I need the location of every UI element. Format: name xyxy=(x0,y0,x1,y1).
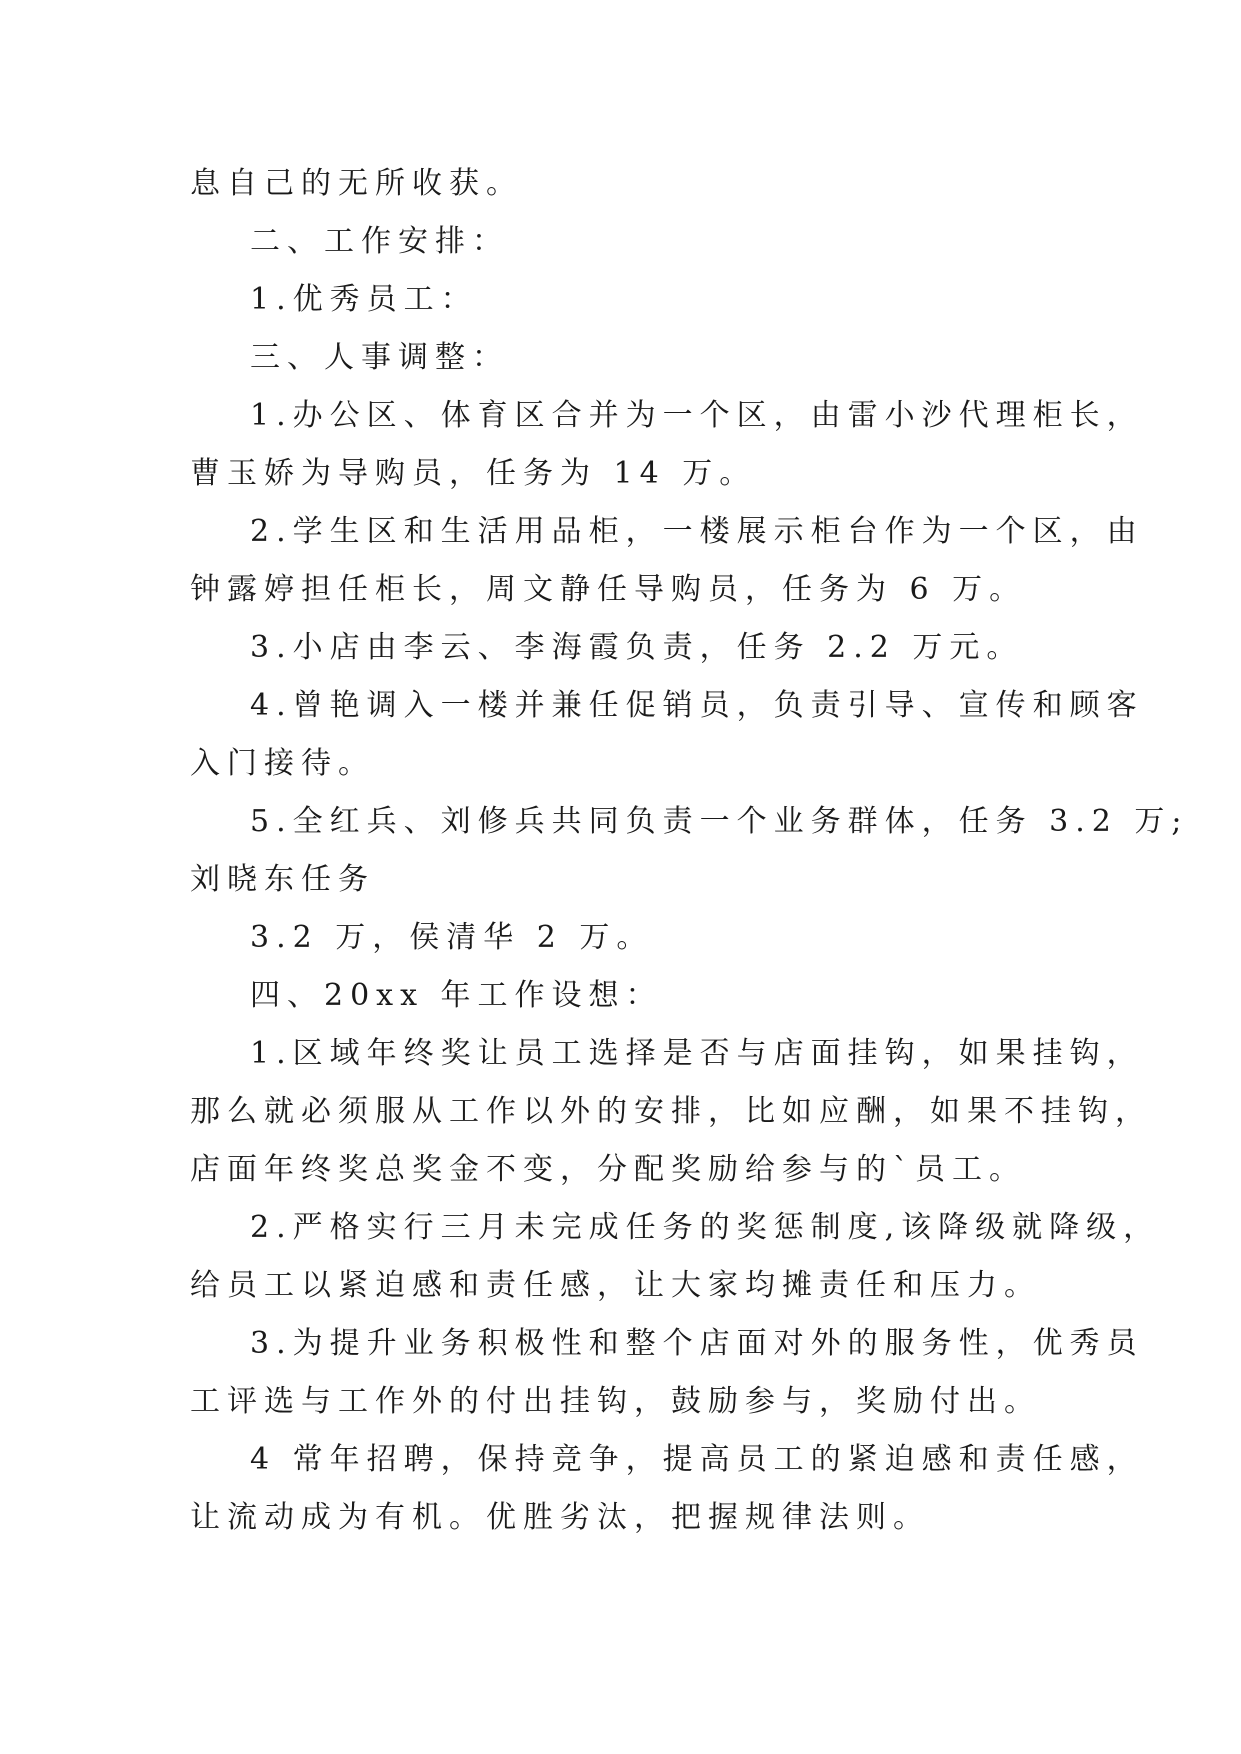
text-line-14: 3.2 万，侯清华 2 万。 xyxy=(250,920,654,955)
section-heading-work-plan: 四、20xx 年工作设想： xyxy=(250,978,663,1013)
text-line-12: 5.全红兵、刘修兵共同负责一个业务群体，任务 3.2 万; xyxy=(250,804,1189,839)
text-line-24: 让流动成为有机。优胜劣汰，把握规律法则。 xyxy=(190,1500,930,1535)
text-line-3: 1.优秀员工： xyxy=(250,282,478,317)
text-line-20: 给员工以紧迫感和责任感，让大家均摊责任和压力。 xyxy=(190,1268,1041,1303)
text-line-17: 那么就必须服从工作以外的安排，比如应酬，如果不挂钩， xyxy=(190,1094,1152,1129)
text-line-13: 刘晓东任务 xyxy=(190,862,375,897)
text-line-10: 4.曾艳调入一楼并兼任促销员，负责引导、宣传和顾客 xyxy=(250,688,1144,723)
text-line-7: 2.学生区和生活用品柜，一楼展示柜台作为一个区，由 xyxy=(250,514,1144,549)
text-line-9: 3.小店由李云、李海霞负责，任务 2.2 万元。 xyxy=(250,630,1024,665)
text-line-16: 1.区域年终奖让员工选择是否与店面挂钩，如果挂钩， xyxy=(250,1036,1144,1071)
text-line-21: 3.为提升业务积极性和整个店面对外的服务性，优秀员 xyxy=(250,1326,1144,1361)
text-line-1: 息自己的无所收获。 xyxy=(190,166,523,201)
text-line-19: 2.严格实行三月未完成任务的奖惩制度,该降级就降级， xyxy=(250,1210,1161,1245)
section-heading-work-arrangement: 二、工作安排： xyxy=(250,224,509,259)
text-line-6: 曹玉娇为导购员，任务为 14 万。 xyxy=(190,456,757,491)
text-line-5: 1.办公区、体育区合并为一个区，由雷小沙代理柜长， xyxy=(250,398,1144,433)
section-heading-personnel-adjustment: 三、人事调整： xyxy=(250,340,509,375)
text-line-22: 工评选与工作外的付出挂钩，鼓励参与，奖励付出。 xyxy=(190,1384,1041,1419)
text-line-18: 店面年终奖总奖金不变，分配奖励给参与的`员工。 xyxy=(190,1152,1026,1187)
text-line-11: 入门接待。 xyxy=(190,746,375,781)
text-line-8: 钟露婷担任柜长，周文静任导购员，任务为 6 万。 xyxy=(190,572,1027,607)
text-line-23: 4 常年招聘，保持竞争，提高员工的紧迫感和责任感， xyxy=(250,1442,1144,1477)
